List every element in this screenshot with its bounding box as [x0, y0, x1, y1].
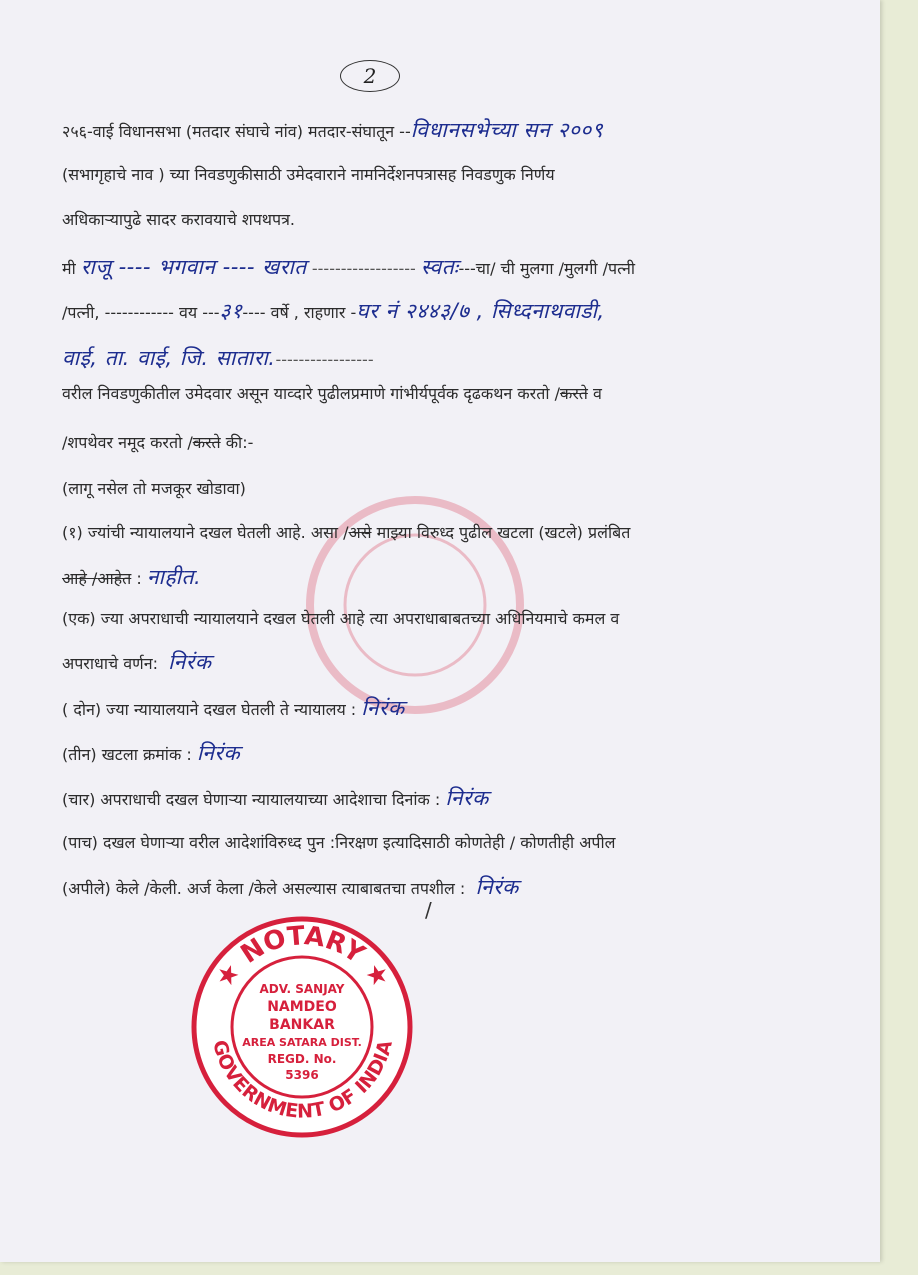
- line-15: (तीन) खटला क्रमांक : निरंक: [62, 741, 241, 765]
- svg-text:AREA SATARA DIST.: AREA SATARA DIST.: [242, 1036, 362, 1049]
- hw-address: घर नं २४४३/७ , सिध्दनाथवाडी,: [356, 299, 605, 323]
- line-7: वरील निवडणुकीतील उमेदवार असून याव्दारे पुढीलप्रमाणे गांभीर्यपूर्वक दृढकथन करतो /करते व: [62, 384, 602, 403]
- hw-nil-5: निरंक: [475, 875, 519, 899]
- hw-nil-3: निरंक: [196, 741, 241, 765]
- line-6: वाई, ता. वाई, जि. सातारा.-----------------: [62, 346, 374, 370]
- hw-age: ३१: [219, 299, 243, 323]
- line-1: २५६-वाई विधानसभा (मतदार संघाचे नांव) मतदार-संघातून --विधानसभेच्या सन २००९: [62, 118, 604, 142]
- hw-nil-1: निरंक: [168, 650, 212, 674]
- line-2: (सभागृहाचे नाव ) च्या निवडणुकीसाठी उमेदवाराने नामनिर्देशनपत्रासह निवडणुक निर्णय: [62, 165, 555, 184]
- hw-house-name: विधानसभेच्या सन २००९: [410, 118, 604, 142]
- svg-text:BANKAR: BANKAR: [269, 1017, 335, 1033]
- svg-text:★ NOTARY ★: ★ NOTARY ★: [209, 921, 396, 994]
- hw-nil-2: निरंक: [361, 696, 405, 720]
- pen-mark: /: [425, 898, 432, 922]
- line-9: (लागू नसेल तो मजकूर खोडावा): [62, 479, 246, 498]
- line-8: /शपथेवर नमूद करतो /करते की:-: [62, 433, 254, 452]
- svg-text:NAMDEO: NAMDEO: [267, 999, 337, 1015]
- line-3: अधिकाऱ्यापुढे सादर करावयाचे शपथपत्र.: [62, 210, 296, 229]
- line-12: (एक) ज्या अपराधाची न्यायालयाने दखल घेतली आहे त्या अपराधाबाबतच्या अधिनियमाचे कमल व: [62, 609, 620, 628]
- hw-address-cont: वाई, ता. वाई, जि. सातारा.: [62, 346, 276, 370]
- page-number: 2: [340, 60, 400, 92]
- line-17: (पाच) दखल घेणाऱ्या वरील आदेशांविरुध्द पुन :निरक्षण इत्यादिसाठी कोणतेही / कोणतीही अपील: [62, 833, 616, 852]
- line-16: (चार) अपराधाची दखल घेणाऱ्या न्यायालयाच्या आदेशाचा दिनांक : निरंक: [62, 786, 489, 810]
- line-11: आहे /आहेत : नाहीत.: [62, 565, 202, 589]
- hw-none: नाहीत.: [146, 565, 202, 589]
- line-13: अपराधाचे वर्णन: निरंक: [62, 650, 212, 674]
- notary-stamp: [190, 915, 415, 1140]
- svg-text:GOVERNMENT OF INDIA: GOVERNMENT OF INDIA: [208, 1037, 397, 1123]
- line-4: मी राजू ---- भगवान ---- खरात ------------------ स्वतः---चा/ ची मुलगा /मुलगी /पत्नी: [62, 255, 636, 279]
- svg-text:REGD. No.: REGD. No.: [267, 1052, 337, 1066]
- svg-text:ADV. SANJAY: ADV. SANJAY: [259, 982, 345, 996]
- line-10: (१) ज्यांची न्यायालयाने दखल घेतली आहे. असा /असे माझ्या विरुध्द पुढील खटला (खटले) प्रलंबित: [62, 523, 631, 542]
- hw-nil-4: निरंक: [445, 786, 489, 810]
- hw-candidate-name: राजू ---- भगवान ---- खरात: [80, 255, 307, 279]
- line-5: /पत्नी, ------------ वय ---३१---- वर्षे , राहणार -घर नं २४४३/७ , सिध्दनाथवाडी,: [62, 299, 605, 323]
- svg-text:5396: 5396: [285, 1068, 319, 1082]
- hw-self: स्वतः: [420, 255, 459, 279]
- line-14: ( दोन) ज्या न्यायालयाने दखल घेतली ते न्यायालय : निरंक: [62, 696, 405, 720]
- line-18: (अपीले) केले /केली. अर्ज केला /केले असल्यास त्याबाबतचा तपशील : निरंक: [62, 875, 519, 899]
